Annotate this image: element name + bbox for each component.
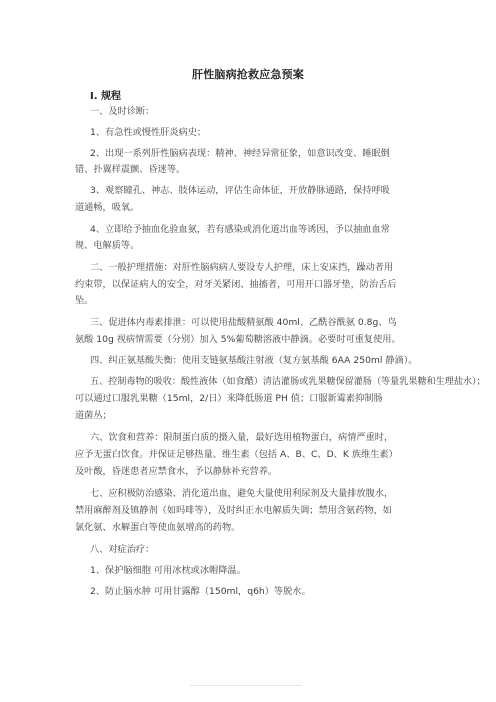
paragraph-line: 氨酸 10g 视病情需要（分别）加入 5%葡萄糖溶液中静滴。必要时可重复使用。 [75, 334, 401, 345]
paragraph-line: 规、电解质等。 [75, 240, 140, 251]
paragraph-line: 四、纠正氨基酸失衡：使用支链氨基酸注射液（复方氨基酸 6AA 250ml 静滴）。 [90, 355, 418, 366]
paragraph-line: 4、立即给予抽血化验血氨，若有感染或消化道出血等诱因，予以抽血血常 [90, 224, 390, 235]
paragraph-line: 3、观察瞳孔、神志、肢体运动，评估生命体征，开放静脉通路，保持呼吸 [90, 185, 390, 196]
paragraph-line: 氯化氨、水解蛋白等使血氨增高的药物。 [75, 522, 241, 533]
paragraph-line: 八、对症治疗： [90, 544, 155, 555]
paragraph-line: 错、扑翼样震颤、昏迷等。 [75, 164, 186, 175]
paragraph-line: 道菌丛； [75, 410, 112, 421]
paragraph-line: 三、促进体内毒素排泄：可以使用盐酸精氨酸 40ml、乙酰谷酰氨 0.8g、鸟 [90, 317, 397, 328]
paragraph-line: 及叶酸，昏迷患者应禁食水，予以静脉补充营养。 [75, 466, 278, 477]
paragraph-line: 1、保护脑细胞 可用冰枕或冰帽降温。 [90, 565, 246, 576]
section-heading: Ⅰ. 规程 [90, 91, 122, 102]
paragraph-line: 一、及时诊断： [90, 106, 155, 117]
paragraph-line: 禁用麻醉剂及镇静剂（如吗啡等），及时纠正水电解质失调；禁用含氨药物，如 [75, 505, 392, 516]
paragraph-line: 2、出现一系列肝性脑病表现：精神、神经异常征象，如意识改变、睡眠倒 [90, 148, 390, 159]
paragraph-line: 五、控制毒物的吸收：酸性液体（如食醋）清洁灌肠或乳果糖保留灌肠（等量乳果糖和生理盐水）； [90, 376, 486, 387]
footer-divider [190, 685, 302, 686]
paragraph-line: 二、一般护理措施：对肝性脑病病人要设专人护理，床上安床挡，躁动者用 [90, 262, 394, 273]
paragraph-line: 六、饮食和营养：限制蛋白质的摄入量，最好选用植物蛋白，病情严重时， [90, 432, 394, 443]
paragraph-line: 2、防止脑水肿 可用甘露醇（150ml，q6h）等脱水。 [90, 586, 311, 597]
document-title: 肝性脑病抢救应急预案 [192, 68, 304, 81]
paragraph-line: 道通畅，吸氧。 [75, 202, 140, 213]
paragraph-line: 约束带，以保证病人的安全，对牙关紧闭、抽搐者，可用开口器牙垫，防治舌后 [75, 279, 397, 290]
paragraph-line: 应予无蛋白饮食。并保证足够热量、维生素（包括 A、B、C、D、K 族维生素） [75, 449, 398, 460]
paragraph-line: 可以通过口服乳果糖（15ml，2/日）来降低肠道 PH 值；口服新霉素抑制肠 [75, 393, 383, 404]
paragraph-line: 坠。 [75, 295, 94, 306]
paragraph-line: 1、有急性或慢性肝炎病史； [90, 127, 207, 138]
paragraph-line: 七、应积极防治感染、消化道出血，避免大量使用利尿剂及大量排放腹水， [90, 488, 394, 499]
